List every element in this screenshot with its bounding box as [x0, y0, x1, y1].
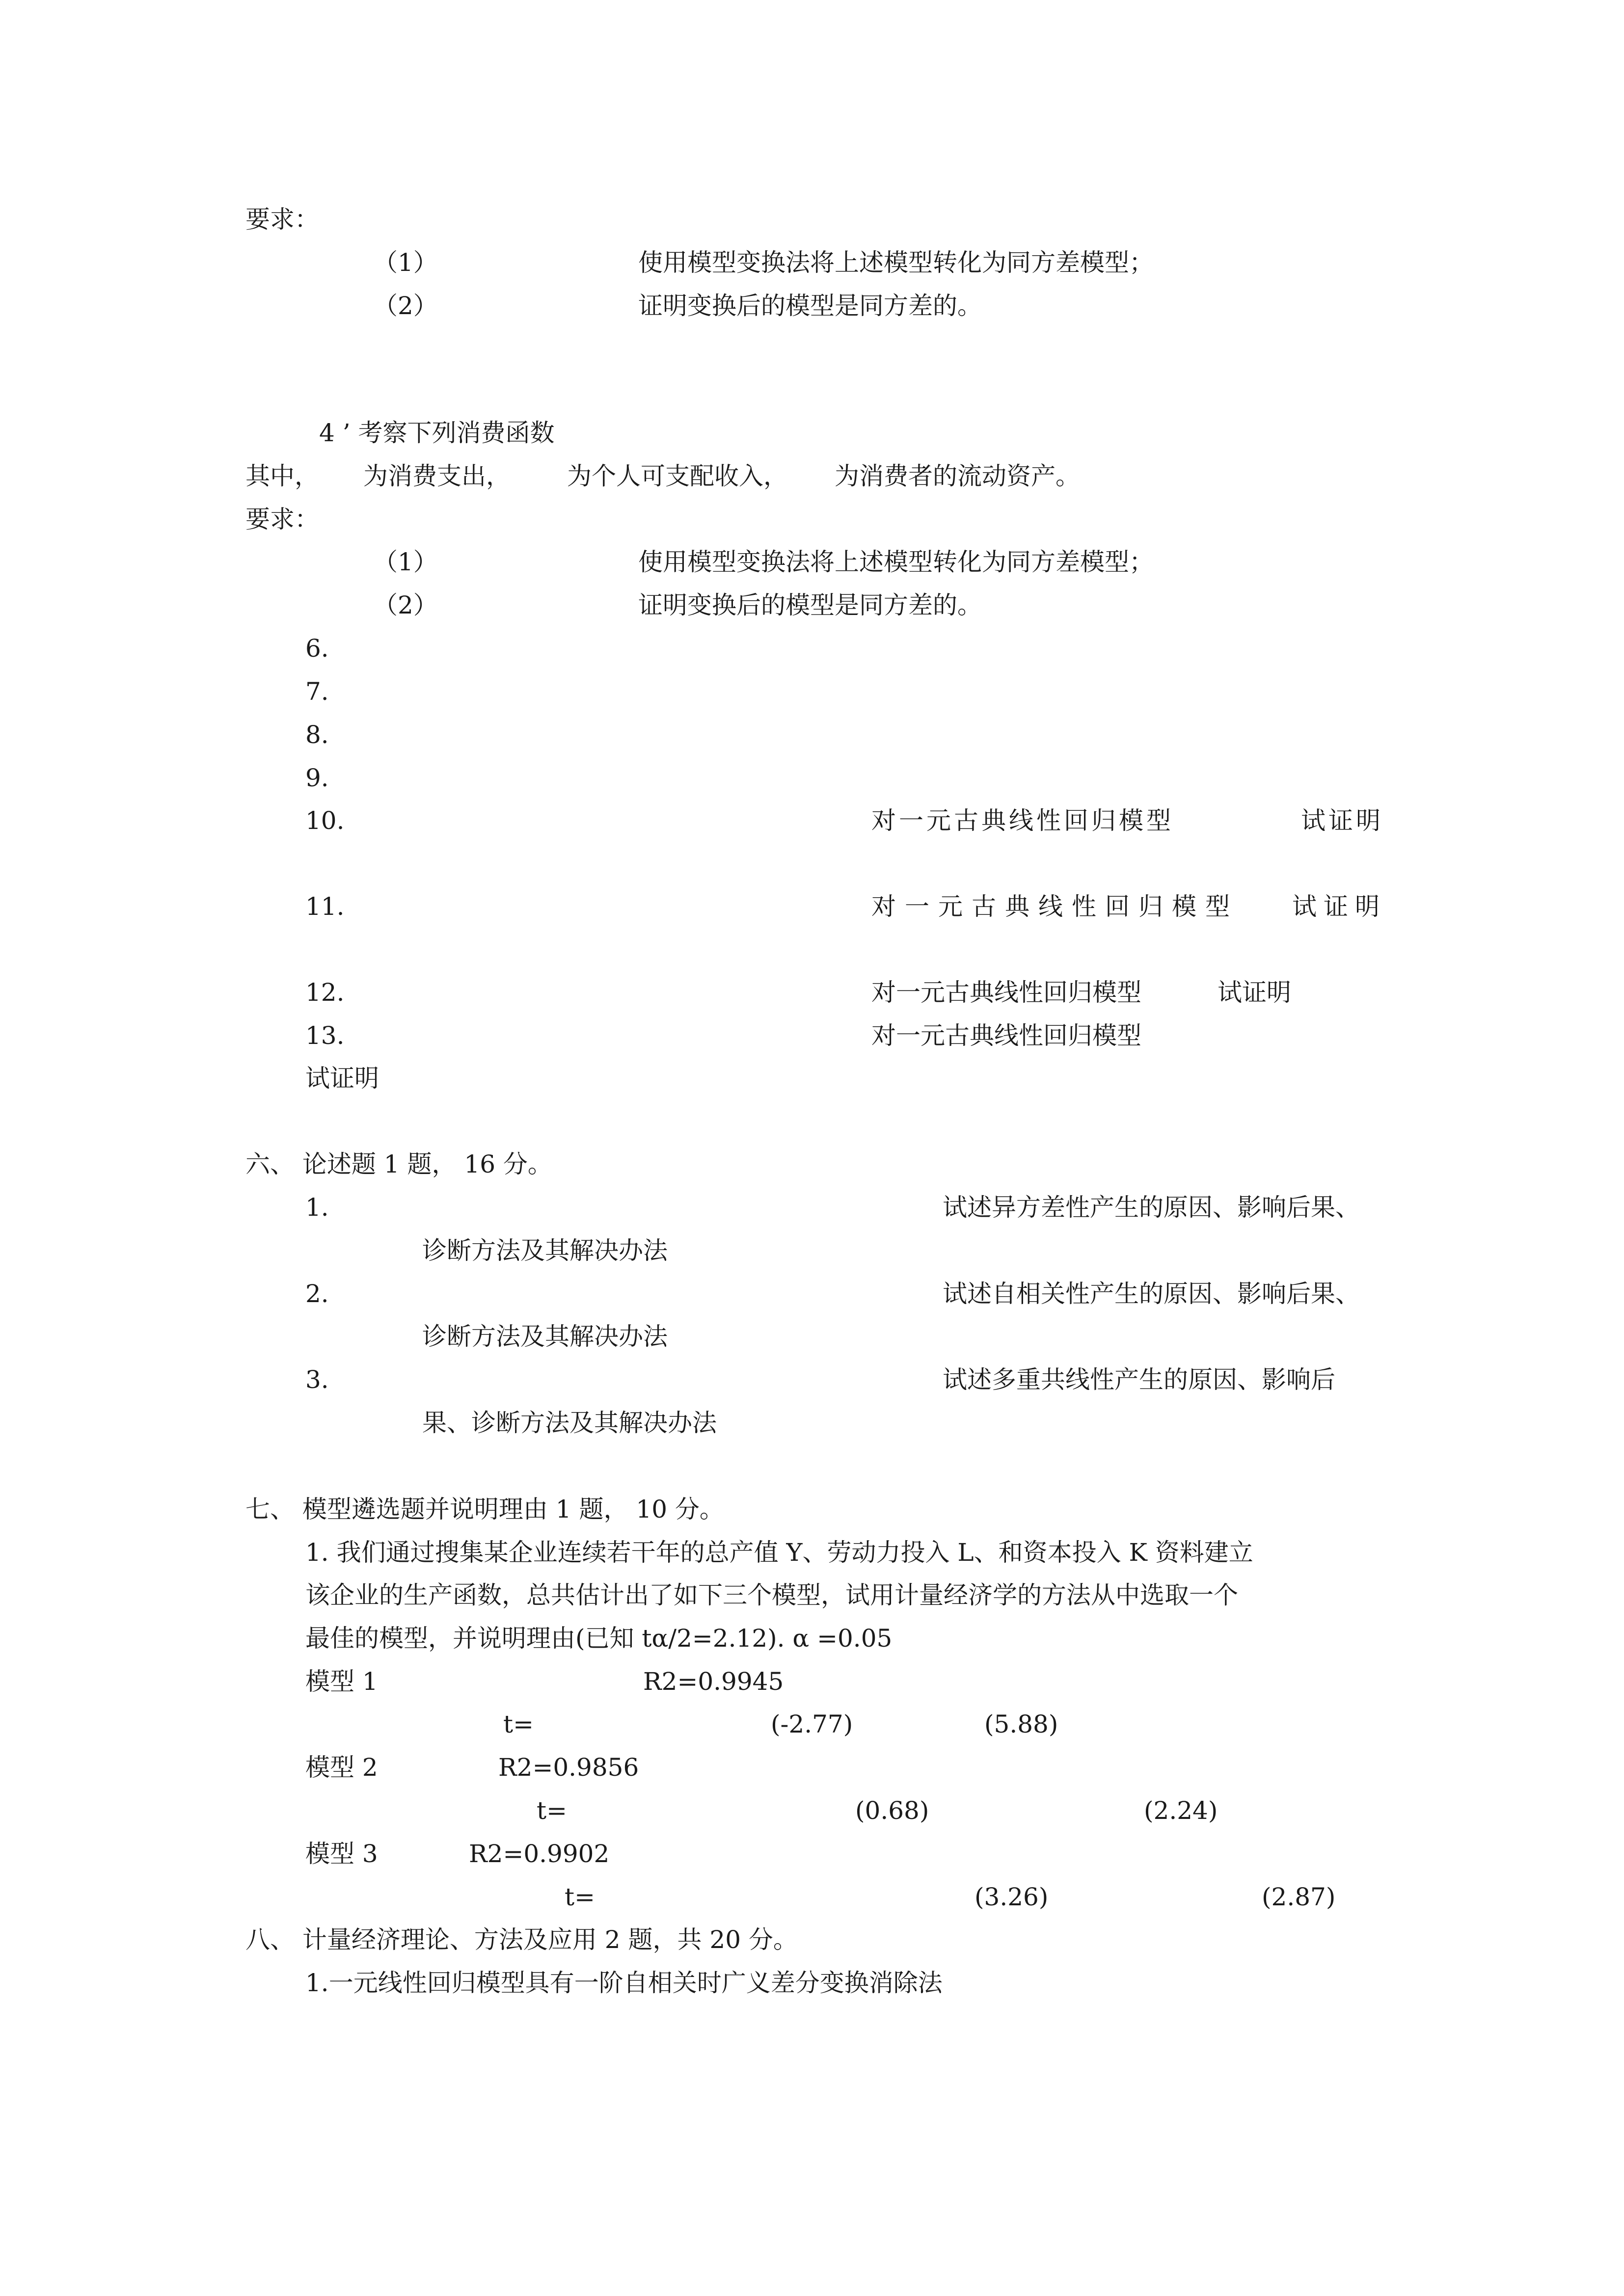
paragraph-line: 最佳的模型，并说明理由(已知 tα/2=2.12). α =0.05	[305, 1624, 893, 1653]
paragraph-line: 1.一元线性回归模型具有一阶自相关时广义差分变换消除法	[305, 1969, 943, 1997]
item-number: （2）	[373, 591, 438, 619]
model-3-t-value: (3.26)	[974, 1883, 1049, 1911]
item-text: 使用模型变换法将上述模型转化为同方差模型；	[638, 548, 1154, 576]
item-number: （2）	[373, 292, 438, 320]
question-text: 对一元古典线性回归模型	[871, 1021, 1141, 1050]
model-1-t-label: t=	[503, 1710, 534, 1738]
section-7-heading: 七、 模型遴选题并说明理由 1 题， 10 分。	[245, 1495, 724, 1523]
question-text: 对一元古典线性回归模型	[871, 892, 1239, 921]
essay-number: 2.	[305, 1280, 329, 1308]
question-text: 试证明	[1301, 806, 1383, 835]
question-number: 9.	[305, 764, 329, 792]
question-number: 8.	[305, 721, 329, 749]
question-text: 试证明	[305, 1064, 379, 1093]
question-number: 11.	[305, 892, 345, 921]
question-text: 对一元古典线性回归模型	[871, 806, 1174, 835]
requirements-label: 要求：	[245, 505, 319, 534]
model-3-t-value: (2.87)	[1262, 1883, 1336, 1911]
model-3-r2: R2=0.9902	[469, 1840, 610, 1868]
essay-text: 试述异方差性产生的原因、影响后果、	[943, 1193, 1360, 1222]
model-2-label: 模型 2	[305, 1753, 378, 1782]
essay-text: 试述自相关性产生的原因、影响后果、	[943, 1280, 1360, 1308]
question-number: 10.	[305, 806, 345, 835]
essay-text: 诊断方法及其解决办法	[422, 1322, 668, 1351]
item-text: 证明变换后的模型是同方差的。	[638, 292, 982, 320]
question-text: 对一元古典线性回归模型	[871, 978, 1141, 1007]
model-3-t-label: t=	[565, 1883, 595, 1911]
question-4-desc: 其中，	[245, 462, 319, 490]
item-text: 使用模型变换法将上述模型转化为同方差模型；	[638, 248, 1154, 277]
model-1-r2: R2=0.9945	[643, 1667, 784, 1696]
paragraph-line: 1. 我们通过搜集某企业连续若干年的总产值 Y、劳动力投入 L、和资本投入 K 资料建立	[305, 1538, 1253, 1567]
model-1-t-value: (5.88)	[984, 1710, 1058, 1738]
requirements-label: 要求：	[245, 205, 319, 234]
model-2-t-value: (0.68)	[855, 1796, 929, 1825]
essay-number: 3.	[305, 1365, 329, 1394]
question-number: 13.	[305, 1021, 345, 1050]
essay-number: 1.	[305, 1193, 329, 1222]
model-1-t-value: (-2.77)	[771, 1710, 853, 1738]
item-number: （1）	[373, 548, 438, 576]
paragraph-line: 该企业的生产函数，总共估计出了如下三个模型，试用计量经济学的方法从中选取一个	[305, 1581, 1238, 1609]
section-6-heading: 六、 论述题 1 题， 16 分。	[245, 1150, 552, 1178]
essay-text: 诊断方法及其解决办法	[422, 1236, 668, 1265]
question-number: 12.	[305, 978, 345, 1007]
question-4-desc: 为消费者的流动资产。	[835, 462, 1080, 490]
question-text: 试证明	[1218, 978, 1291, 1007]
question-text: 试证明	[1292, 892, 1386, 921]
item-number: （1）	[373, 248, 438, 277]
item-text: 证明变换后的模型是同方差的。	[638, 591, 982, 619]
question-4-desc: 为消费支出，	[363, 462, 511, 490]
model-2-t-label: t=	[537, 1796, 567, 1825]
question-number: 6.	[305, 634, 329, 663]
question-number: 7.	[305, 677, 329, 706]
model-1-label: 模型 1	[305, 1667, 378, 1696]
question-4-title: 4 ’ 考察下列消费函数	[319, 419, 555, 447]
question-4-desc: 为个人可支配收入，	[567, 462, 788, 490]
section-8-heading: 八、 计量经济理论、方法及应用 2 题，共 20 分。	[245, 1925, 798, 1954]
essay-text: 果、诊断方法及其解决办法	[422, 1409, 717, 1437]
model-3-label: 模型 3	[305, 1840, 378, 1868]
model-2-t-value: (2.24)	[1144, 1796, 1218, 1825]
essay-text: 试述多重共线性产生的原因、影响后	[943, 1365, 1335, 1394]
model-2-r2: R2=0.9856	[498, 1753, 639, 1782]
